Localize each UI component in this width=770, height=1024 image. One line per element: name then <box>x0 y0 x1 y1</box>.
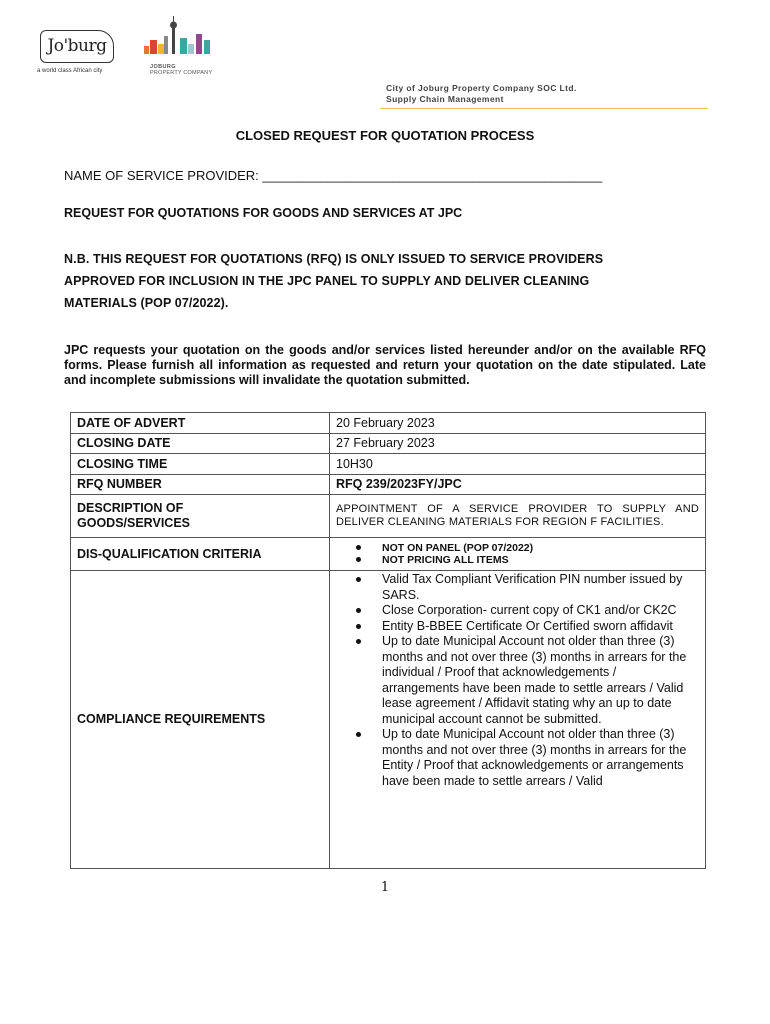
compliance-list <box>336 572 699 789</box>
jpc-logo-text <box>150 64 212 76</box>
logo-bar-gray <box>164 36 168 54</box>
table-row <box>71 538 706 571</box>
closing-date-label: CLOSING DATE <box>71 434 330 454</box>
description-label <box>71 495 330 538</box>
table-row <box>71 571 706 869</box>
disqualification-list <box>336 542 699 566</box>
description-label-line1: DESCRIPTION OF <box>77 501 184 515</box>
joburg-tagline: a world class African city <box>37 68 103 74</box>
nb-line-2: APPROVED FOR INCLUSION IN THE JPC PANEL TO SUPPLY AND DELIVER CLEANING <box>64 274 590 288</box>
nb-notice <box>64 248 724 314</box>
header-divider <box>380 108 708 109</box>
list-item: Close Corporation- current copy of CK1 and/or CK2C <box>346 603 699 619</box>
logo-bar-orange <box>144 46 149 54</box>
company-header <box>386 83 577 105</box>
logo-tower-spire <box>173 16 174 22</box>
page-number: 1 <box>380 880 390 895</box>
logo-bar-teal-small <box>204 40 210 54</box>
logo-bar-red <box>150 40 157 54</box>
nb-line-1: N.B. THIS REQUEST FOR QUOTATIONS (RFQ) IS ONLY ISSUED TO SERVICE PROVIDERS <box>64 252 604 266</box>
department-name: Supply Chain Management <box>386 94 504 104</box>
joburg-wordmark: Jo'burg <box>47 36 107 56</box>
description-value: APPOINTMENT OF A SERVICE PROVIDER TO SUPPLY AND DELIVER CLEANING MATERIALS FOR REGION F FACILITIES. <box>330 495 706 538</box>
list-item: Up to date Municipal Account not older than three (3) months and not over three (3) months in arrears for the individual / Proof that acknowledgements / arrangements have been made to settle arrears / Valid lease agreement / Affidavit stating why an up to date municipal account cannot be submitted. <box>346 634 699 727</box>
table-row <box>71 475 706 495</box>
rfq-heading: REQUEST FOR QUOTATIONS FOR GOODS AND SERVICES AT JPC <box>64 206 463 220</box>
list-item: Up to date Municipal Account not older than three (3) months and not over three (3) months in arrears for the Entity / Proof that acknowledgements or arrangements have been made to settle arrears / Valid <box>346 727 699 789</box>
closing-date-value: 27 February 2023 <box>330 434 706 454</box>
table-row <box>71 434 706 454</box>
jpc-logo-line2: PROPERTY COMPANY <box>150 70 213 76</box>
rfq-number-value: RFQ 239/2023FY/JPC <box>330 475 706 495</box>
company-name: City of Joburg Property Company SOC Ltd. <box>386 83 577 93</box>
closing-time-value: 10H30 <box>330 454 706 475</box>
list-item: NOT ON PANEL (POP 07/2022) <box>346 542 699 554</box>
table-row <box>71 495 706 538</box>
closing-time-label: CLOSING TIME <box>71 454 330 475</box>
logo-tower-shaft <box>172 26 175 54</box>
logo-bar-light <box>188 44 194 54</box>
logo-bar-yellow <box>158 44 164 54</box>
nb-line-3: MATERIALS (POP 07/2022). <box>64 296 229 310</box>
document-title: CLOSED REQUEST FOR QUOTATION PROCESS <box>235 128 535 143</box>
service-provider-name-line: NAME OF SERVICE PROVIDER: _______________________________________________ <box>64 168 603 183</box>
logo-bar-teal <box>180 38 187 54</box>
date-of-advert-value: 20 February 2023 <box>330 413 706 434</box>
description-label-line2: GOODS/SERVICES <box>77 516 190 530</box>
disqualification-value <box>330 538 706 571</box>
jpc-skyline-logo <box>142 16 214 62</box>
table-row <box>71 413 706 434</box>
list-item: Entity B-BBEE Certificate Or Certified sworn affidavit <box>346 619 699 635</box>
jpc-logo-line1: JOBURG <box>150 64 176 70</box>
rfq-details-table <box>70 412 706 869</box>
rfq-number-label: RFQ NUMBER <box>71 475 330 495</box>
list-item: Valid Tax Compliant Verification PIN number issued by SARS. <box>346 572 699 603</box>
list-item: NOT PRICING ALL ITEMS <box>346 554 699 566</box>
disqualification-label: DIS-QUALIFICATION CRITERIA <box>71 538 330 571</box>
date-of-advert-label: DATE OF ADVERT <box>71 413 330 434</box>
table-row <box>71 454 706 475</box>
intro-paragraph: JPC requests your quotation on the goods and/or services listed hereunder and/or on the available RFQ forms. Please furnish all information as requested and return your quotation on the date stipulated. Late and incomplete submissions will invalidate the quotation submitted. <box>64 343 706 387</box>
compliance-value <box>330 571 706 869</box>
logo-tower-top <box>170 22 177 29</box>
compliance-label: COMPLIANCE REQUIREMENTS <box>71 571 330 869</box>
logo-bar-purple <box>196 34 202 54</box>
joburg-logo <box>40 30 114 63</box>
